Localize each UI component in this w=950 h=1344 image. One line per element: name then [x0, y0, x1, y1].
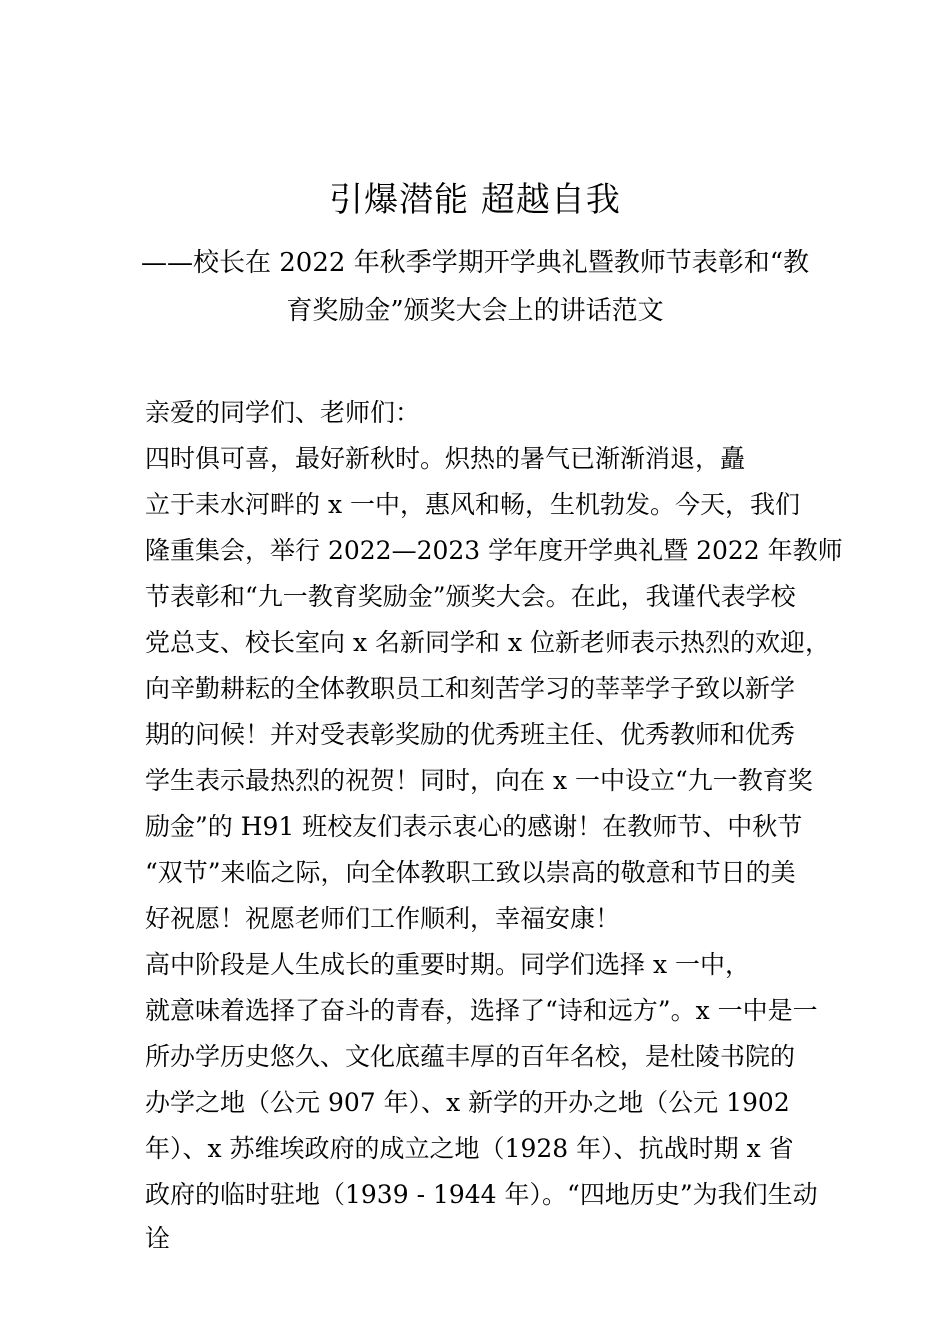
body-line: 就意味着选择了奋斗的青春，选择了“诗和远方”。x 一中是一 [145, 996, 818, 1025]
body-line: 期的问候！并对受表彰奖励的优秀班主任、优秀教师和优秀 [145, 720, 796, 749]
body-line: 年）、x 苏维埃政府的成立之地（1928 年）、抗战时期 x 省 [145, 1134, 794, 1163]
body-line: 励金”的 H91 班校友们表示衷心的感谢！在教师节、中秋节 [145, 812, 803, 841]
body-line: 高中阶段是人生成长的重要时期。同学们选择 x 一中， [145, 950, 750, 979]
body-line: 所办学历史悠久、文化底蕴丰厚的百年名校，是杜陵书院的 [145, 1042, 796, 1071]
body-line: 节表彰和“九一教育奖励金”颁奖大会。在此，我谨代表学校 [145, 582, 796, 611]
body-line: 党总支、校长室向 x 名新同学和 x 位新老师表示热烈的欢迎， [145, 628, 830, 657]
body-line: 政府的临时驻地（1939 - 1944 年）。“四地历史”为我们生动 [145, 1180, 818, 1209]
salutation: 亲爱的同学们、老师们： [145, 398, 421, 427]
document-subtitle-line-1: ——校长在 2022 年秋季学期开学典礼暨教师节表彰和“教 [141, 248, 809, 278]
body-line: 向辛勤耕耘的全体教职员工和刻苦学习的莘莘学子致以新学 [145, 674, 796, 703]
body-line: “双节”来临之际，向全体教职工致以崇高的敬意和节日的美 [145, 858, 796, 887]
body-line: 隆重集会，举行 2022—2023 学年度开学典礼暨 2022 年教师 [145, 536, 843, 565]
body-line: 立于耒水河畔的 x 一中，惠风和畅，生机勃发。今天，我们 [145, 490, 800, 519]
document-subtitle-line-2: 育奖励金”颁奖大会上的讲话范文 [286, 296, 664, 326]
body-line: 学生表示最热烈的祝贺！同时，向在 x 一中设立“九一教育奖 [145, 766, 813, 795]
document-title: 引爆潜能 超越自我 [329, 180, 621, 220]
body-line: 四时俱可喜，最好新秋时。炽热的暑气已渐渐消退，矗 [145, 444, 746, 473]
body-line: 好祝愿！祝愿老师们工作顺利，幸福安康！ [145, 904, 621, 933]
body-line: 诠 [145, 1224, 171, 1253]
body-line: 办学之地（公元 907 年）、x 新学的开办之地（公元 1902 [145, 1088, 790, 1117]
